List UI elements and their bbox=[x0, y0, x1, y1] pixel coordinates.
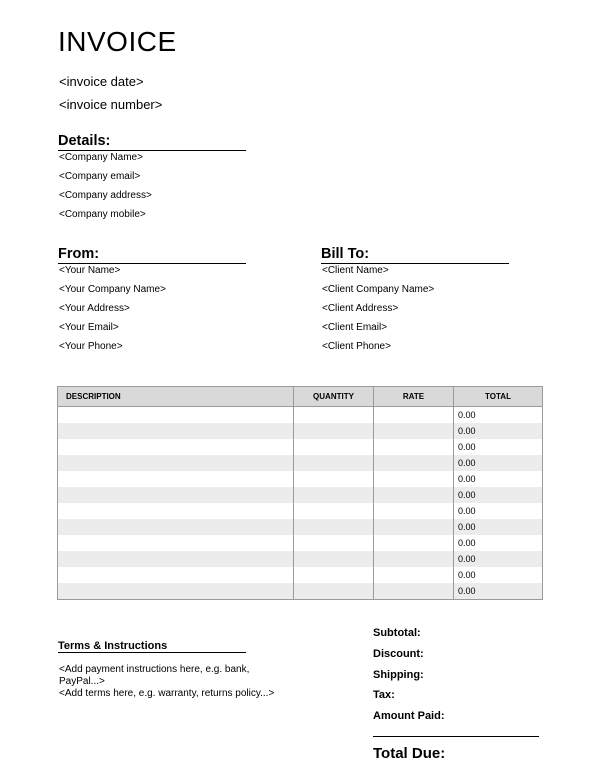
payment-instructions-line2: PayPal...> bbox=[59, 676, 105, 687]
table-row bbox=[58, 487, 543, 503]
column-header-quantity: QUANTITY bbox=[294, 387, 374, 407]
terms-heading: Terms & Instructions bbox=[58, 640, 246, 653]
tax-label: Tax: bbox=[373, 689, 395, 701]
invoice-title: INVOICE bbox=[58, 26, 177, 57]
cell-total[interactable]: 0.00 bbox=[454, 423, 543, 439]
cell-quantity[interactable] bbox=[294, 407, 374, 424]
cell-description[interactable] bbox=[58, 439, 294, 455]
cell-rate[interactable] bbox=[374, 535, 454, 551]
total-divider bbox=[373, 736, 539, 737]
cell-description[interactable] bbox=[58, 471, 294, 487]
table-row bbox=[58, 519, 543, 535]
client-name-line: <Client Name> bbox=[322, 265, 389, 276]
cell-total[interactable]: 0.00 bbox=[454, 439, 543, 455]
cell-description[interactable] bbox=[58, 455, 294, 471]
subtotal-label: Subtotal: bbox=[373, 627, 421, 639]
company-email-line: <Company email> bbox=[59, 171, 141, 182]
table-row bbox=[58, 567, 543, 583]
table-row bbox=[58, 503, 543, 519]
cell-description[interactable] bbox=[58, 567, 294, 583]
table-row bbox=[58, 439, 543, 455]
cell-total[interactable]: 0.00 bbox=[454, 551, 543, 567]
cell-description[interactable] bbox=[58, 503, 294, 519]
from-email-line: <Your Email> bbox=[59, 322, 119, 333]
cell-rate[interactable] bbox=[374, 503, 454, 519]
column-header-total: TOTAL bbox=[454, 387, 543, 407]
cell-total[interactable]: 0.00 bbox=[454, 407, 543, 424]
cell-total[interactable]: 0.00 bbox=[454, 503, 543, 519]
cell-description[interactable] bbox=[58, 423, 294, 439]
cell-rate[interactable] bbox=[374, 407, 454, 424]
company-mobile-line: <Company mobile> bbox=[59, 209, 146, 220]
cell-total[interactable]: 0.00 bbox=[454, 471, 543, 487]
cell-total[interactable]: 0.00 bbox=[454, 567, 543, 583]
cell-rate[interactable] bbox=[374, 551, 454, 567]
payment-instructions-line1: <Add payment instructions here, e.g. bank, bbox=[59, 664, 250, 675]
column-header-rate: RATE bbox=[374, 387, 454, 407]
cell-description[interactable] bbox=[58, 519, 294, 535]
cell-rate[interactable] bbox=[374, 423, 454, 439]
cell-quantity[interactable] bbox=[294, 567, 374, 583]
cell-description[interactable] bbox=[58, 583, 294, 600]
table-row bbox=[58, 551, 543, 567]
cell-quantity[interactable] bbox=[294, 439, 374, 455]
cell-quantity[interactable] bbox=[294, 487, 374, 503]
table-row bbox=[58, 407, 543, 424]
cell-description[interactable] bbox=[58, 407, 294, 424]
cell-quantity[interactable] bbox=[294, 551, 374, 567]
table-row bbox=[58, 423, 543, 439]
cell-description[interactable] bbox=[58, 551, 294, 567]
table-row bbox=[58, 471, 543, 487]
terms-policy-line: <Add terms here, e.g. warranty, returns policy...> bbox=[59, 688, 275, 699]
cell-quantity[interactable] bbox=[294, 535, 374, 551]
company-name-line: <Company Name> bbox=[59, 152, 143, 163]
discount-label: Discount: bbox=[373, 648, 424, 660]
from-phone-line: <Your Phone> bbox=[59, 341, 123, 352]
cell-total[interactable]: 0.00 bbox=[454, 519, 543, 535]
cell-total[interactable]: 0.00 bbox=[454, 583, 543, 600]
cell-rate[interactable] bbox=[374, 519, 454, 535]
line-items-table bbox=[57, 386, 543, 600]
cell-quantity[interactable] bbox=[294, 503, 374, 519]
cell-rate[interactable] bbox=[374, 583, 454, 600]
company-address-line: <Company address> bbox=[59, 190, 152, 201]
column-header-description: DESCRIPTION bbox=[58, 387, 294, 407]
shipping-label: Shipping: bbox=[373, 669, 424, 681]
cell-total[interactable]: 0.00 bbox=[454, 487, 543, 503]
client-company-line: <Client Company Name> bbox=[322, 284, 435, 295]
cell-rate[interactable] bbox=[374, 487, 454, 503]
amount-paid-label: Amount Paid: bbox=[373, 710, 445, 722]
table-header-row bbox=[58, 387, 543, 407]
cell-quantity[interactable] bbox=[294, 519, 374, 535]
table-row bbox=[58, 583, 543, 600]
cell-rate[interactable] bbox=[374, 439, 454, 455]
table-row bbox=[58, 535, 543, 551]
cell-quantity[interactable] bbox=[294, 423, 374, 439]
cell-rate[interactable] bbox=[374, 471, 454, 487]
client-email-line: <Client Email> bbox=[322, 322, 388, 333]
details-heading: Details: bbox=[58, 133, 246, 151]
cell-quantity[interactable] bbox=[294, 583, 374, 600]
cell-rate[interactable] bbox=[374, 455, 454, 471]
invoice-date: <invoice date> bbox=[59, 74, 144, 89]
cell-total[interactable]: 0.00 bbox=[454, 535, 543, 551]
cell-description[interactable] bbox=[58, 535, 294, 551]
table-row bbox=[58, 455, 543, 471]
cell-total[interactable]: 0.00 bbox=[454, 455, 543, 471]
from-company-line: <Your Company Name> bbox=[59, 284, 166, 295]
bill-to-heading: Bill To: bbox=[321, 246, 509, 264]
from-name-line: <Your Name> bbox=[59, 265, 121, 276]
client-phone-line: <Client Phone> bbox=[322, 341, 391, 352]
cell-description[interactable] bbox=[58, 487, 294, 503]
cell-quantity[interactable] bbox=[294, 455, 374, 471]
cell-rate[interactable] bbox=[374, 567, 454, 583]
from-address-line: <Your Address> bbox=[59, 303, 130, 314]
total-due-label: Total Due: bbox=[373, 745, 446, 762]
client-address-line: <Client Address> bbox=[322, 303, 399, 314]
invoice-number: <invoice number> bbox=[59, 97, 163, 112]
from-heading: From: bbox=[58, 246, 246, 264]
cell-quantity[interactable] bbox=[294, 471, 374, 487]
